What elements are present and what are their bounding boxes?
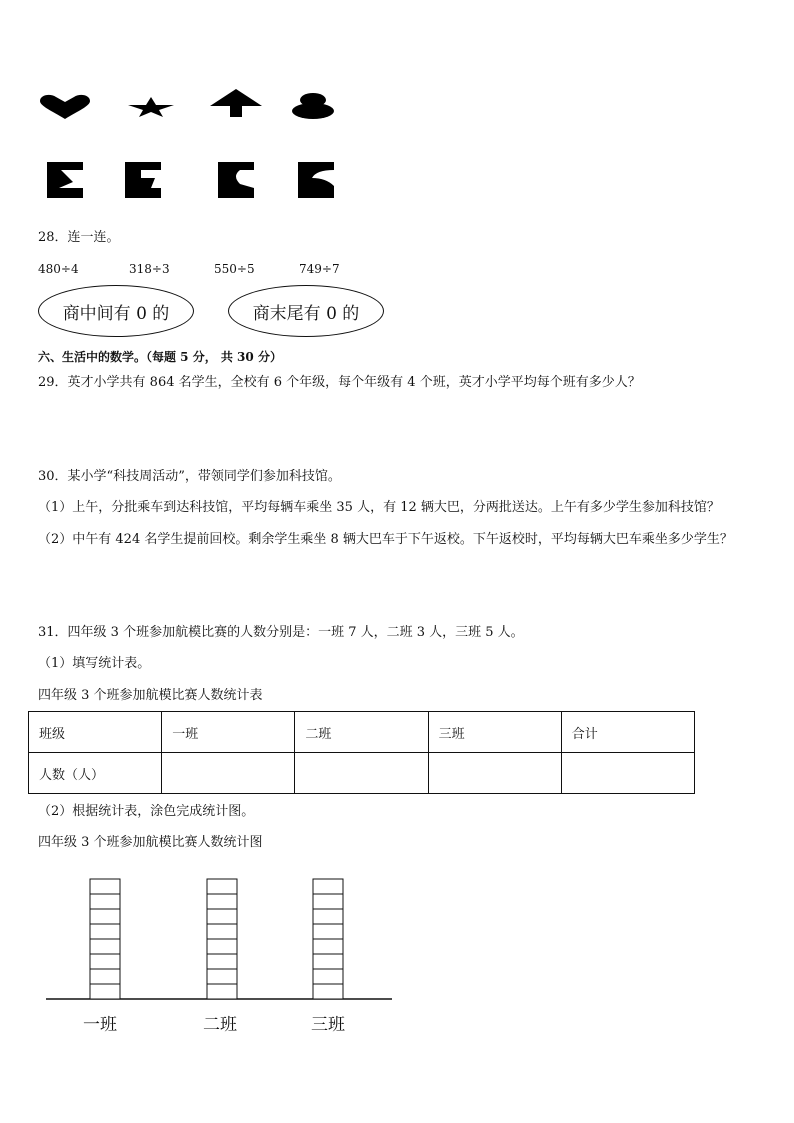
notched-block-4 bbox=[298, 162, 334, 198]
chart-category-label: 二班 bbox=[203, 1015, 237, 1035]
bar-grid-cell[interactable] bbox=[313, 894, 343, 909]
bar-grid-cell[interactable] bbox=[90, 924, 120, 939]
notched-block-2 bbox=[125, 162, 161, 198]
bar-grid-cell[interactable] bbox=[207, 924, 237, 939]
bar-grid-cell[interactable] bbox=[207, 939, 237, 954]
section-title: 六、生活中的数学。（每题 5 分， 共 30 分） bbox=[38, 350, 282, 364]
table-header-cell: 一班 bbox=[162, 712, 295, 753]
table-input-cell-class2[interactable] bbox=[295, 753, 428, 794]
table-input-cell-class1[interactable] bbox=[162, 753, 295, 794]
bar-grid-column[interactable] bbox=[90, 879, 120, 999]
bar-grid-cell[interactable] bbox=[90, 969, 120, 984]
expression-3: 550÷5 bbox=[214, 262, 255, 276]
oval-end-zero-label: 商末尾有 0 的 bbox=[252, 303, 360, 324]
table-header-cell: 合计 bbox=[561, 712, 694, 753]
table-row bbox=[29, 753, 695, 794]
expression-1: 480÷4 bbox=[38, 262, 79, 276]
oval-end-zero[interactable] bbox=[228, 285, 384, 337]
q28-title: 28．连一连。 bbox=[38, 230, 120, 245]
q29-text: 29．英才小学共有 864 名学生，全校有 6 个年级，每个年级有 4 个班，英才小学平均每个班有多少人？ bbox=[38, 375, 641, 390]
notched-block-1 bbox=[47, 162, 83, 198]
oval-middle-zero[interactable] bbox=[38, 285, 194, 337]
chart-title: 四年级 3 个班参加航模比赛人数统计图 bbox=[38, 835, 263, 850]
bar-grid-cell[interactable] bbox=[207, 879, 237, 894]
notched-block-3 bbox=[218, 162, 254, 198]
bar-grid-cell[interactable] bbox=[313, 879, 343, 894]
figure-eight-icon bbox=[291, 92, 335, 120]
bar-grid-cell[interactable] bbox=[90, 894, 120, 909]
q31-part2: （2）根据统计表，涂色完成统计图。 bbox=[38, 804, 255, 819]
arrow-up-icon bbox=[208, 88, 264, 118]
table-input-cell-total[interactable] bbox=[561, 753, 694, 794]
bar-grid-cell[interactable] bbox=[207, 894, 237, 909]
q30-part1: （1）上午，分批乘车到达科技馆，平均每辆车乘坐 35 人，有 12 辆大巴，分两批送达。上午有多少学生参加科技馆？ bbox=[38, 500, 720, 515]
bar-grid-cell[interactable] bbox=[313, 954, 343, 969]
bar-grid-column[interactable] bbox=[207, 879, 237, 999]
table-row-label: 人数（人） bbox=[29, 753, 162, 794]
bar-grid-cell[interactable] bbox=[90, 879, 120, 894]
chart-category-label: 三班 bbox=[311, 1015, 345, 1035]
q31-title: 31．四年级 3 个班参加航模比赛的人数分别是：一班 7 人，二班 3 人，三班 5 人。 bbox=[38, 625, 524, 640]
expression-2: 318÷3 bbox=[129, 262, 170, 276]
bar-grid-cell[interactable] bbox=[207, 984, 237, 999]
heart-icon bbox=[38, 94, 92, 120]
bar-grid-column[interactable] bbox=[313, 879, 343, 999]
table-header-cell: 二班 bbox=[295, 712, 428, 753]
q30-part2: （2）中午有 424 名学生提前回校。剩余学生乘坐 8 辆大巴车于下午返校。下午返校时，平均每辆大巴车乘坐多少学生？ bbox=[38, 532, 733, 547]
bar-grid-cell[interactable] bbox=[313, 924, 343, 939]
q30-title: 30．某小学“科技周活动”，带领同学们参加科技馆。 bbox=[38, 469, 341, 484]
bar-grid-cell[interactable] bbox=[207, 909, 237, 924]
table-header-row bbox=[29, 712, 695, 753]
bar-grid-cell[interactable] bbox=[313, 939, 343, 954]
table-header-cell: 班级 bbox=[29, 712, 162, 753]
statistics-table bbox=[28, 711, 695, 794]
bar-grid-cell[interactable] bbox=[313, 909, 343, 924]
bar-grid-cell[interactable] bbox=[90, 954, 120, 969]
bar-grid-cell[interactable] bbox=[90, 909, 120, 924]
bar-grid-cell[interactable] bbox=[207, 969, 237, 984]
chart-category-label: 一班 bbox=[83, 1015, 117, 1035]
table-header-cell: 三班 bbox=[428, 712, 561, 753]
q31-part1: （1）填写统计表。 bbox=[38, 656, 151, 671]
table-input-cell-class3[interactable] bbox=[428, 753, 561, 794]
bar-grid-cell[interactable] bbox=[90, 939, 120, 954]
bar-grid-cell[interactable] bbox=[90, 984, 120, 999]
bar-grid-cell[interactable] bbox=[313, 984, 343, 999]
expression-4: 749÷7 bbox=[299, 262, 340, 276]
star-icon bbox=[127, 96, 175, 118]
table-title: 四年级 3 个班参加航模比赛人数统计表 bbox=[38, 688, 263, 703]
bar-grid-cell[interactable] bbox=[313, 969, 343, 984]
bar-grid-cell[interactable] bbox=[207, 954, 237, 969]
oval-middle-zero-label: 商中间有 0 的 bbox=[62, 303, 170, 324]
